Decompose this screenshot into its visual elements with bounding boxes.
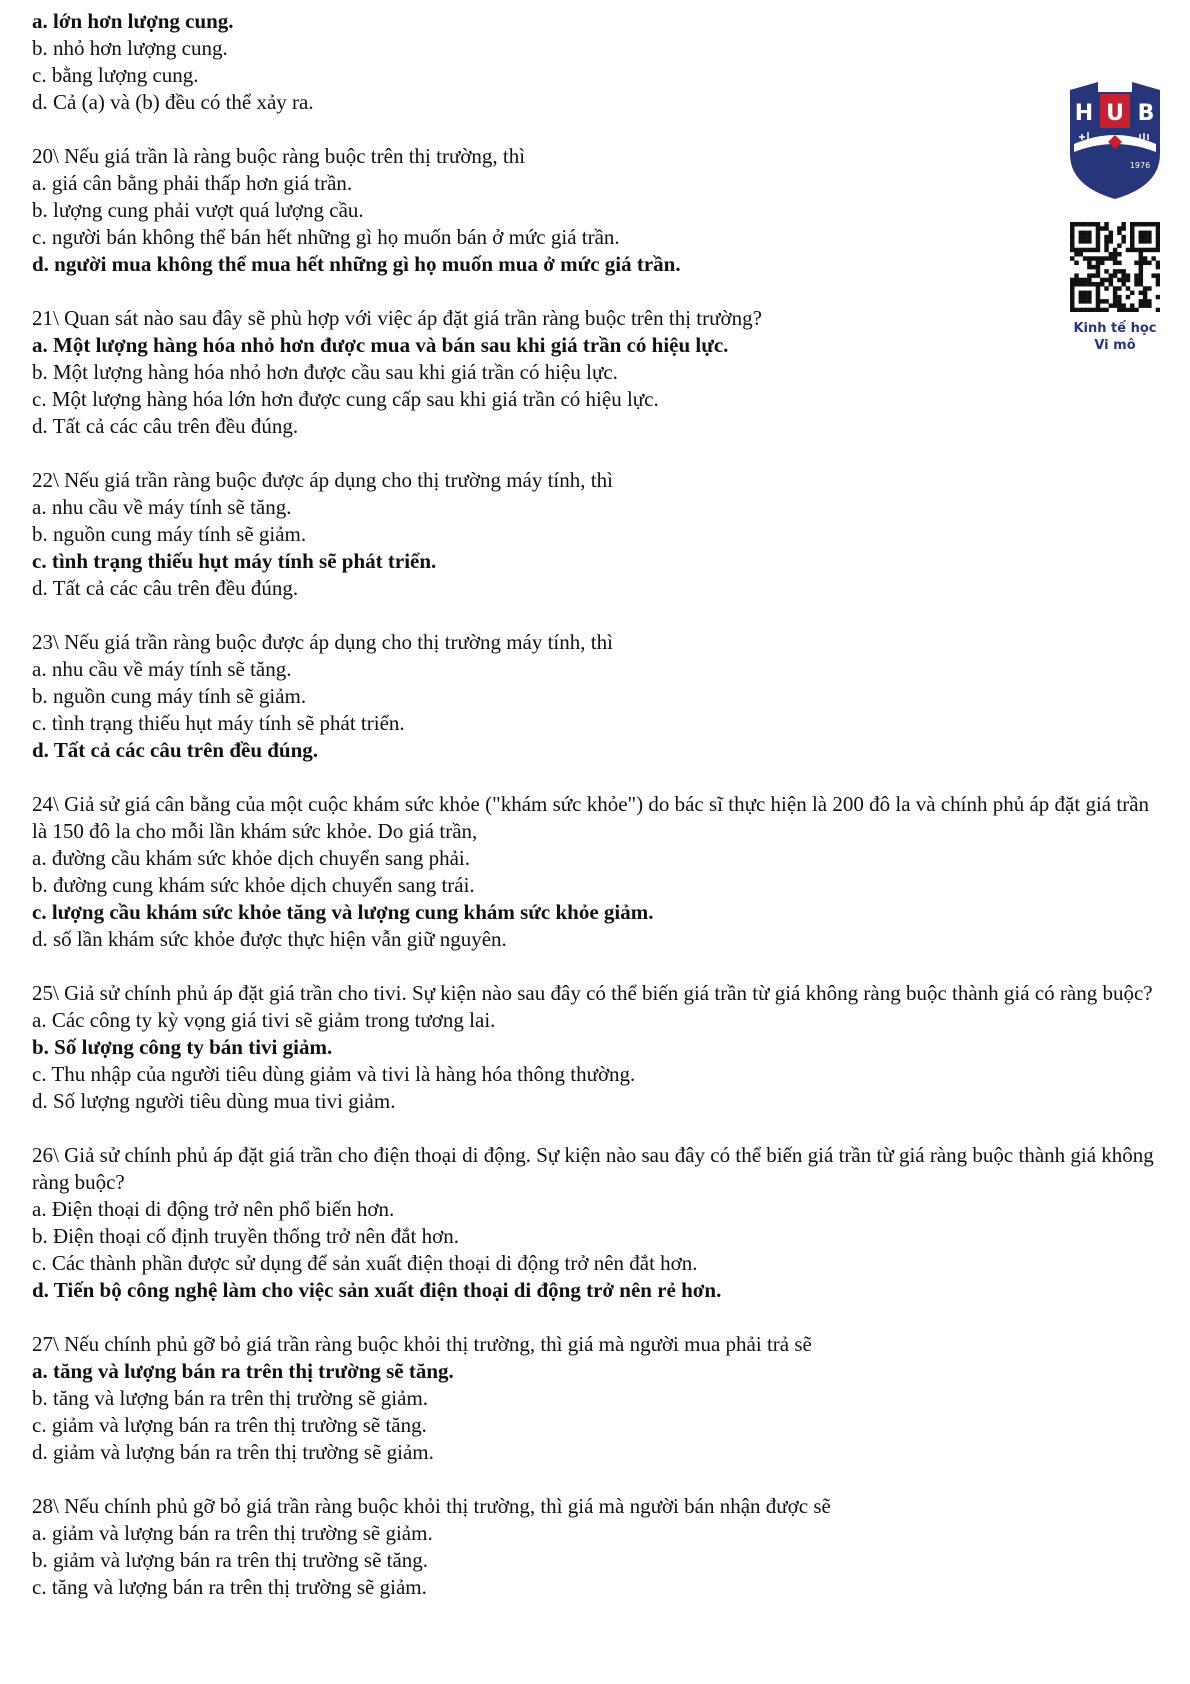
answer-option: d. Số lượng người tiêu dùng mua tivi giảm.: [32, 1089, 396, 1113]
answer-option: b. Điện thoại cố định truyền thống trở nên đắt hơn.: [32, 1224, 459, 1248]
answer-option-correct: c. lượng cầu khám sức khỏe tăng và lượng cung khám sức khỏe giảm.: [32, 900, 654, 924]
logo-letter-b: B: [1137, 101, 1155, 126]
answer-option-correct: b. Số lượng công ty bán tivi giảm.: [32, 1035, 333, 1059]
answer-option: b. Một lượng hàng hóa nhỏ hơn được cầu sau khi giá trần có hiệu lực.: [32, 360, 618, 384]
question-block: [32, 791, 1162, 953]
answer-option: c. tình trạng thiếu hụt máy tính sẽ phát triển.: [32, 711, 405, 735]
question-block: [32, 8, 1162, 116]
logo-caption-line1: Kinh tế học: [1073, 321, 1157, 336]
answer-option: a. nhu cầu về máy tính sẽ tăng.: [32, 657, 292, 681]
question-block: [32, 1142, 1162, 1304]
answer-option: b. nguồn cung máy tính sẽ giảm.: [32, 684, 307, 708]
answer-option-correct: d. người mua không thể mua hết những gì họ muốn mua ở mức giá trần.: [32, 252, 681, 276]
question-text: 23\ Nếu giá trần ràng buộc được áp dụng cho thị trường máy tính, thì: [32, 630, 613, 654]
logo-year: 1976: [1129, 161, 1151, 170]
answer-option-correct: a. Một lượng hàng hóa nhỏ hơn được mua và bán sau khi giá trần có hiệu lực.: [32, 333, 729, 357]
question-text: 25\ Giả sử chính phủ áp đặt giá trần cho tivi. Sự kiện nào sau đây có thể biến giá trần từ giá không ràng buộc thành giá có ràng buộc?: [32, 981, 1153, 1005]
answer-option: b. lượng cung phải vượt quá lượng cầu.: [32, 198, 364, 222]
qr-code: [1070, 222, 1160, 312]
answer-option-correct: c. tình trạng thiếu hụt máy tính sẽ phát triển.: [32, 549, 437, 573]
answer-option-correct: d. Tất cả các câu trên đều đúng.: [32, 738, 319, 762]
question-text: 22\ Nếu giá trần ràng buộc được áp dụng cho thị trường máy tính, thì: [32, 468, 613, 492]
question-text: 20\ Nếu giá trần là ràng buộc ràng buộc trên thị trường, thì: [32, 144, 526, 168]
hub-logo-block: [1055, 82, 1175, 354]
question-text: 26\ Giả sử chính phủ áp đặt giá trần cho điện thoại di động. Sự kiện nào sau đây có thể biến giá trần từ giá ràng buộc thành giá không ràng buộc?: [32, 1143, 1154, 1194]
answer-option: a. nhu cầu về máy tính sẽ tăng.: [32, 495, 292, 519]
answer-option: c. tăng và lượng bán ra trên thị trường sẽ giảm.: [32, 1575, 427, 1599]
hub-shield-logo: [1068, 82, 1162, 200]
logo-caption-line2: Vi mô: [1094, 338, 1136, 353]
question-text: 21\ Quan sát nào sau đây sẽ phù hợp với việc áp đặt giá trần ràng buộc trên thị trường?: [32, 306, 762, 330]
answer-option: a. giảm và lượng bán ra trên thị trường sẽ giảm.: [32, 1521, 433, 1545]
document-page: [32, 8, 1162, 1628]
answer-option: c. người bán không thể bán hết những gì họ muốn bán ở mức giá trần.: [32, 225, 620, 249]
answer-option: d. số lần khám sức khỏe được thực hiện vẫn giữ nguyên.: [32, 927, 507, 951]
answer-option: a. đường cầu khám sức khỏe dịch chuyển sang phải.: [32, 846, 470, 870]
answer-option: b. tăng và lượng bán ra trên thị trường sẽ giảm.: [32, 1386, 429, 1410]
answer-option: a. Các công ty kỳ vọng giá tivi sẽ giảm trong tương lai.: [32, 1008, 496, 1032]
question-text: 27\ Nếu chính phủ gỡ bỏ giá trần ràng buộc khỏi thị trường, thì giá mà người mua phải trả sẽ: [32, 1332, 812, 1356]
answer-option: b. nhỏ hơn lượng cung.: [32, 36, 228, 60]
answer-option: c. bằng lượng cung.: [32, 63, 199, 87]
answer-option-correct: d. Tiến bộ công nghệ làm cho việc sản xuất điện thoại di động trở nên rẻ hơn.: [32, 1278, 722, 1302]
answer-option: d. giảm và lượng bán ra trên thị trường sẽ giảm.: [32, 1440, 434, 1464]
answer-option: d. Cả (a) và (b) đều có thể xảy ra.: [32, 90, 314, 114]
answer-option: a. Điện thoại di động trở nên phổ biến hơn.: [32, 1197, 395, 1221]
question-block: [32, 143, 1162, 278]
answer-option-correct: a. tăng và lượng bán ra trên thị trường sẽ tăng.: [32, 1359, 454, 1383]
answer-option: c. giảm và lượng bán ra trên thị trường sẽ tăng.: [32, 1413, 427, 1437]
question-block: [32, 305, 1162, 440]
question-block: [32, 1493, 1162, 1601]
logo-letter-h: H: [1074, 101, 1094, 126]
question-text: 28\ Nếu chính phủ gỡ bỏ giá trần ràng buộc khỏi thị trường, thì giá mà người bán nhận được sẽ: [32, 1494, 831, 1518]
question-block: [32, 980, 1162, 1115]
question-block: [32, 629, 1162, 764]
answer-option-correct: a. lớn hơn lượng cung.: [32, 9, 234, 33]
logo-letter-u: U: [1106, 101, 1124, 126]
answer-option: c. Các thành phần được sử dụng để sản xuất điện thoại di động trở nên đắt hơn.: [32, 1251, 698, 1275]
question-text: 24\ Giả sử giá cân bằng của một cuộc khám sức khỏe ("khám sức khỏe") do bác sĩ thực hiện là 200 đô la và chính phủ áp đặt giá trần là 150 đô la cho mỗi lần khám sức khỏe. Do giá trần,: [32, 792, 1150, 843]
answer-option: c. Thu nhập của người tiêu dùng giảm và tivi là hàng hóa thông thường.: [32, 1062, 636, 1086]
answer-option: b. đường cung khám sức khỏe dịch chuyển sang trái.: [32, 873, 475, 897]
question-block: [32, 467, 1162, 602]
answer-option: d. Tất cả các câu trên đều đúng.: [32, 576, 299, 600]
answer-option: a. giá cân bằng phải thấp hơn giá trần.: [32, 171, 353, 195]
answer-option: b. giảm và lượng bán ra trên thị trường sẽ tăng.: [32, 1548, 429, 1572]
answer-option: d. Tất cả các câu trên đều đúng.: [32, 414, 299, 438]
answer-option: b. nguồn cung máy tính sẽ giảm.: [32, 522, 307, 546]
question-block: [32, 1331, 1162, 1466]
answer-option: c. Một lượng hàng hóa lớn hơn được cung cấp sau khi giá trần có hiệu lực.: [32, 387, 659, 411]
